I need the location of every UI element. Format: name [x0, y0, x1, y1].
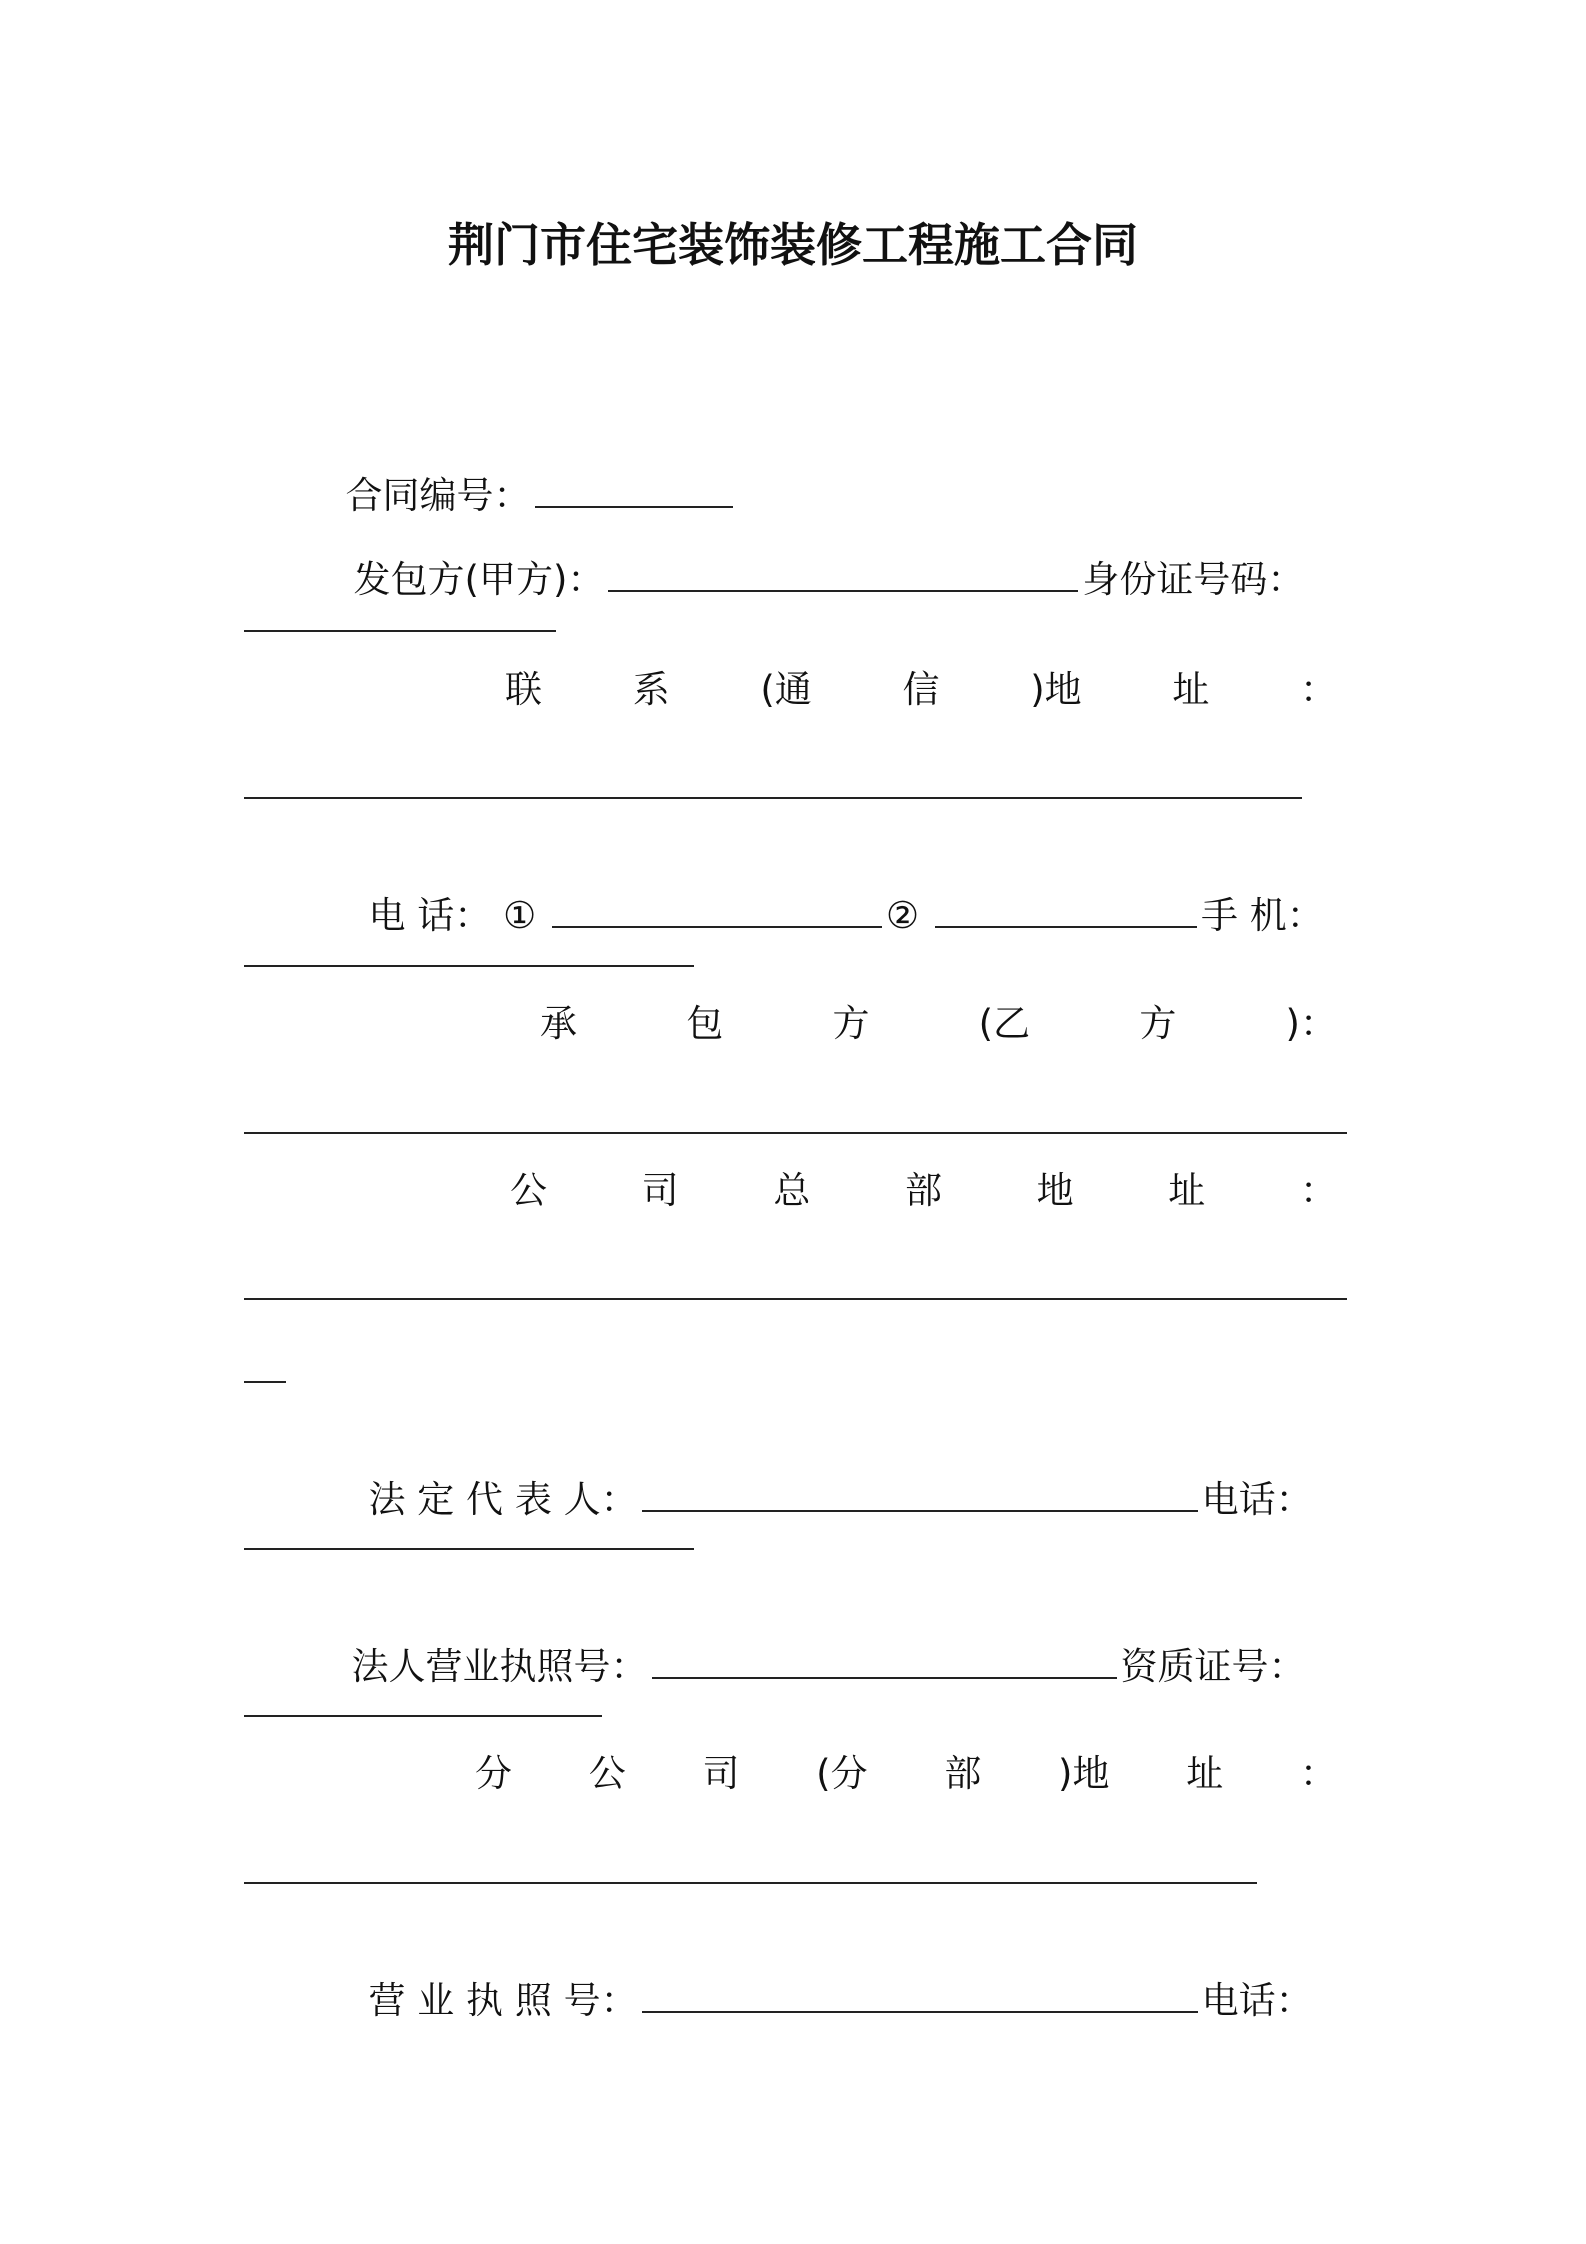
hq-address-field-cont[interactable]: [244, 1381, 286, 1383]
phone-1-marker: ①: [503, 894, 537, 937]
id-card-label: 身份证号码：: [1082, 558, 1305, 601]
party-a-field[interactable]: [608, 556, 1078, 592]
business-license-label: 法人营业执照号：: [351, 1645, 648, 1688]
qualification-field[interactable]: [244, 1715, 602, 1717]
char: ：: [1299, 1752, 1337, 1795]
party-a-row: [330, 490, 1304, 610]
char: )地: [1030, 668, 1082, 711]
legal-rep-field[interactable]: [642, 1476, 1198, 1512]
id-card-field[interactable]: [244, 630, 556, 632]
branch-license-row: [345, 1911, 1313, 2031]
char: 系: [632, 668, 670, 711]
char: 址: [1186, 1752, 1224, 1795]
char: ：: [1299, 1169, 1337, 1212]
legal-rep-row: [345, 1410, 1313, 1530]
char: )地: [1058, 1752, 1110, 1795]
branch-license-label: 营 业 执 照 号：: [368, 1979, 638, 2022]
legal-rep-phone-label: 电话：: [1201, 1478, 1313, 1521]
char: 公: [588, 1752, 626, 1795]
business-license-field[interactable]: [652, 1643, 1117, 1679]
char: 司: [702, 1752, 740, 1795]
char: 总: [773, 1169, 811, 1212]
branch-license-field[interactable]: [642, 1977, 1198, 2013]
contact-address-label: [505, 660, 1337, 720]
phone-label: 电 话：: [368, 894, 492, 937]
char: )：: [1285, 1002, 1337, 1045]
mobile-label: 手 机：: [1200, 894, 1324, 937]
char: 部: [904, 1169, 942, 1212]
hq-address-field[interactable]: [244, 1298, 1347, 1300]
branch-phone-label: 电话：: [1201, 1979, 1313, 2022]
char: 公: [510, 1169, 547, 1212]
char: 承: [540, 1002, 577, 1045]
branch-address-field[interactable]: [244, 1882, 1257, 1884]
party-b-field[interactable]: [244, 1132, 1347, 1134]
char: 司: [641, 1169, 679, 1212]
contract-no-label: 合同编号：: [345, 474, 531, 517]
business-license-row: [328, 1577, 1306, 1697]
char: (通: [760, 668, 812, 711]
party-b-label: [540, 994, 1337, 1054]
char: 地: [1036, 1169, 1074, 1212]
char: 分: [475, 1752, 512, 1795]
mobile-field[interactable]: [244, 965, 694, 967]
phone-2-marker: ②: [886, 894, 920, 937]
char: 方: [832, 1002, 870, 1045]
legal-rep-label: 法 定 代 表 人：: [368, 1478, 638, 1521]
char: (分: [816, 1752, 868, 1795]
document-title: 荆门市住宅装饰装修工程施工合同: [448, 218, 1138, 272]
legal-rep-phone-field[interactable]: [244, 1548, 694, 1550]
branch-address-label: [475, 1744, 1337, 1804]
char: 联: [505, 668, 542, 711]
qualification-label: 资质证号：: [1120, 1645, 1306, 1688]
contact-address-field[interactable]: [244, 797, 1302, 799]
char: 信: [902, 668, 940, 711]
phone-row: [345, 826, 1324, 946]
char: 方: [1139, 1002, 1177, 1045]
char: 部: [944, 1752, 982, 1795]
char: 包: [686, 1002, 724, 1045]
hq-address-label: [510, 1161, 1337, 1221]
char: 址: [1168, 1169, 1206, 1212]
phone-2-field[interactable]: [935, 892, 1197, 928]
char: ：: [1300, 668, 1337, 711]
phone-1-field[interactable]: [552, 892, 882, 928]
party-a-label: 发包方(甲方)：: [353, 558, 605, 601]
char: 址: [1172, 668, 1210, 711]
char: (乙: [978, 1002, 1031, 1045]
